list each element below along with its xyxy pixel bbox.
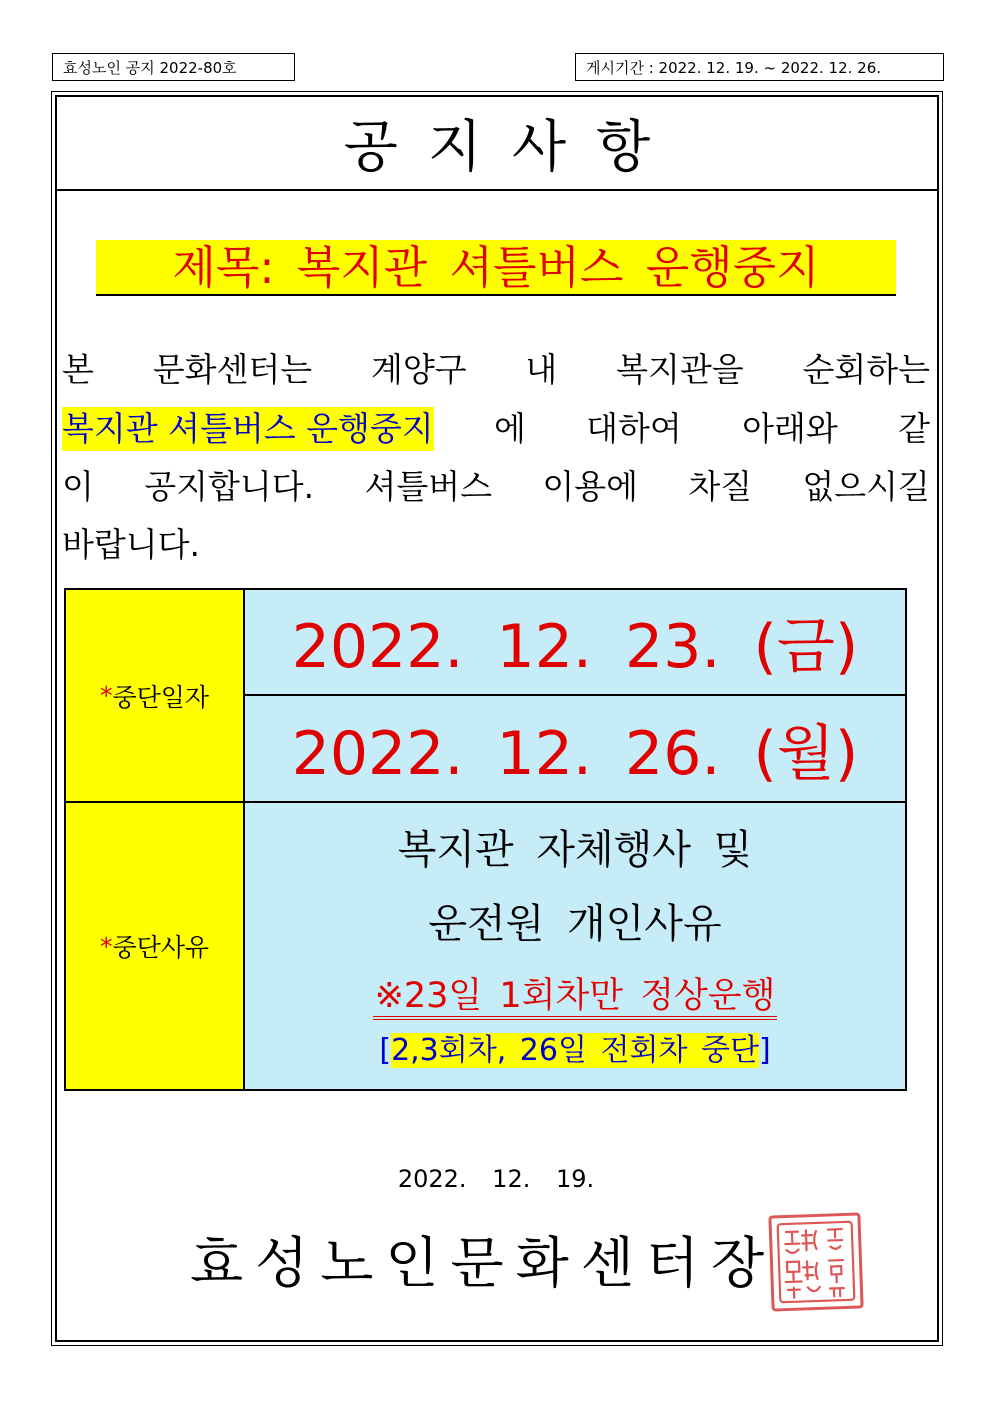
body-line-2 [62,407,930,451]
suspension-date-1: 2022. 12. 23. (금) [291,612,859,682]
bracket-close: ] [758,1033,771,1068]
bracket-open: [ [379,1033,392,1068]
body-line-1 [62,348,930,392]
posting-period: 게시기간 : 2022. 12. 19. ~ 2022. 12. 26. [575,53,944,81]
body-word: 복지관을 [616,350,744,389]
asterisk-marker: * [99,681,113,710]
reason-sub-text: 2,3회차, 26일 전회차 중단 [391,1033,759,1068]
seal-glyphs-icon [771,1216,860,1309]
label-text: 중단일자 [112,682,210,712]
reason-line-2: 운전원 개인사유 [428,901,722,947]
body-word: 순회하는 [802,350,930,389]
official-seal-icon [768,1212,863,1311]
body-word: 문화센터는 [152,350,313,389]
date-cell-1 [245,590,905,696]
body-word: 차질 [688,467,753,506]
body-word: 본 [62,350,94,389]
reason-sub [245,1031,905,1071]
body-line-4: 바랍니다. [62,525,201,564]
body-word: 이 [62,467,94,506]
body-word: 공지합니다. [144,467,315,506]
date-cell-2 [245,696,905,803]
issuer-name: 효성노인문화센터장 [190,1231,777,1295]
reason-line-1: 복지관 자체행사 및 [397,827,753,873]
label-text: 중단사유 [112,933,210,962]
asterisk-marker: * [99,931,113,961]
notice-number: 효성노인 공지 2022-80호 [52,53,295,81]
suspension-date-2: 2022. 12. 26. (월) [291,718,859,789]
label-suspension-dates [66,590,245,803]
page-title: 공지사항 [343,115,681,180]
body-word: 셔틀버스 [364,467,492,506]
body-word: 없으시길 [802,467,930,506]
reason-note-text: ※23일 1회차만 정상운행 [373,976,778,1020]
body-word: 에 [493,409,526,448]
body-word: 내 [525,350,558,389]
body-line-3 [62,465,930,509]
body-word: 같 [898,409,930,448]
body-word: 대하여 [586,409,682,448]
reason-cell [245,803,905,1089]
body-word: 이용에 [542,467,638,506]
schedule-table [64,588,907,1091]
subject-line: 제목: 복지관 셔틀버스 운행중지 [96,240,896,296]
body-word: 아래와 [742,409,838,448]
body-word: 계양구 [370,350,467,389]
body-highlight: 복지관 셔틀버스 운행중지 [62,407,434,451]
issue-date: 2022. 12. 19. [397,1165,595,1193]
reason-note [245,974,905,1024]
title-row [57,97,937,191]
label-suspension-reason [66,803,245,1089]
